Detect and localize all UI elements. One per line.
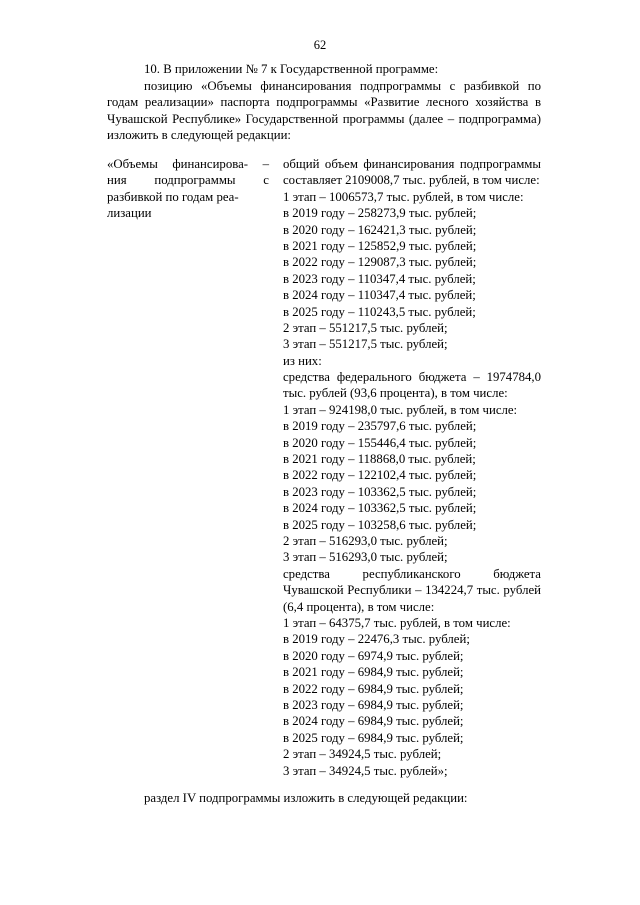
funding-line: в 2024 году – 6984,9 тыс. рублей;	[283, 714, 464, 729]
funding-line: в 2023 году – 103362,5 тыс. рублей;	[283, 484, 477, 499]
funding-line: 3 этап – 551217,5 тыс. рублей;	[283, 337, 448, 352]
funding-line: в 2022 году – 6984,9 тыс. рублей;	[283, 681, 464, 696]
passport-label-line: ния подпрограммы с	[107, 173, 269, 188]
passport-value-column	[283, 156, 541, 779]
funding-line: в 2023 году – 110347,4 тыс. рублей;	[283, 271, 476, 286]
page-number: 62	[313, 38, 327, 52]
funding-line: в 2022 году – 129087,3 тыс. рублей;	[283, 255, 477, 270]
total-financing-line: составляет 2109008,7 тыс. рублей, в том числе:	[283, 173, 540, 188]
funding-line: в 2023 году – 6984,9 тыс. рублей;	[283, 697, 464, 712]
funding-line: из них:	[283, 353, 322, 368]
funding-line: в 2025 году – 110243,5 тыс. рублей;	[283, 304, 476, 319]
funding-line: в 2025 году – 6984,9 тыс. рублей;	[283, 730, 464, 745]
funding-line: в 2020 году – 6974,9 тыс. рублей;	[283, 648, 464, 663]
item-heading: 10. В приложении № 7 к Государственной программе:	[144, 62, 439, 76]
passport-label-line: «Объемы финансирова- –	[107, 157, 269, 171]
funding-line: в 2024 году – 110347,4 тыс. рублей;	[283, 288, 476, 303]
passport-label-column	[107, 156, 269, 222]
funding-line: 1 этап – 1006573,7 тыс. рублей, в том числе:	[283, 189, 524, 204]
intro-paragraph: позицию «Объемы финансирования подпрограммы с разбивкой по годам реализации» паспорта подпрограммы «Развитие лесного хозяйства в Чувашской Республике» Государственной программы (далее – подпрограмма) изложить в следующей редакции:	[107, 79, 541, 143]
funding-line: 3 этап – 516293,0 тыс. рублей;	[283, 550, 448, 565]
funding-line: в 2020 году – 155446,4 тыс. рублей;	[283, 435, 477, 450]
funding-line: в 2019 году – 235797,6 тыс. рублей;	[283, 419, 477, 434]
funding-line: в 2020 году – 162421,3 тыс. рублей;	[283, 222, 477, 237]
funding-line: 2 этап – 34924,5 тыс. рублей;	[283, 747, 442, 762]
funding-line: в 2021 году – 125852,9 тыс. рублей;	[283, 238, 477, 253]
funding-line: в 2019 году – 22476,3 тыс. рублей;	[283, 632, 470, 647]
passport-label-line: разбивкой по годам реа-	[107, 189, 239, 204]
funding-line: в 2022 году – 122102,4 тыс. рублей;	[283, 468, 477, 483]
funding-line: в 2019 году – 258273,9 тыс. рублей;	[283, 206, 477, 221]
funding-line: в 2021 году – 118868,0 тыс. рублей;	[283, 452, 476, 467]
funding-line: 1 этап – 64375,7 тыс. рублей, в том числе:	[283, 616, 511, 631]
republic-budget-text: средства республиканского бюджета Чувашской Республики – 134224,7 тыс. рублей (6,4 процента), в том числе:	[283, 566, 541, 614]
final-paragraph: раздел IV подпрограммы изложить в следующей редакции:	[144, 791, 468, 805]
funding-line: 2 этап – 551217,5 тыс. рублей;	[283, 320, 448, 335]
federal-budget-text: средства федерального бюджета – 1974784,0 тыс. рублей (93,6 процента), в том числе:	[283, 370, 541, 401]
passport-label-line: лизации	[107, 206, 152, 221]
funding-line: 3 этап – 34924,5 тыс. рублей»;	[283, 763, 448, 778]
total-financing-line: общий объем финансирования подпрограммы	[283, 157, 541, 171]
funding-line: в 2024 году – 103362,5 тыс. рублей;	[283, 501, 477, 516]
funding-line: 1 этап – 924198,0 тыс. рублей, в том числе:	[283, 402, 518, 417]
funding-line: в 2021 году – 6984,9 тыс. рублей;	[283, 665, 464, 680]
funding-line: в 2025 году – 103258,6 тыс. рублей;	[283, 517, 477, 532]
funding-line: 2 этап – 516293,0 тыс. рублей;	[283, 534, 448, 549]
